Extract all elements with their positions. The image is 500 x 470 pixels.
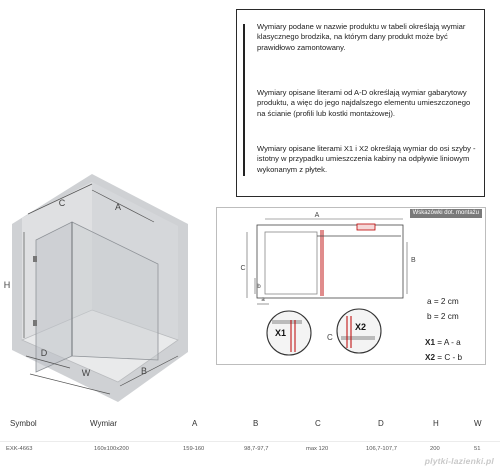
info-paragraph-2: Wymiary opisane literami od A-D określają wymiar gabarytowy produktu, a więc do jego najdalszego elementu umieszczonego na ścianie (profili lub kostki montażowej). <box>257 88 471 118</box>
cell-a: 159-160 <box>183 446 205 452</box>
detail-x1 <box>267 311 311 355</box>
header-w: W <box>474 419 482 428</box>
watermark: plytki-lazienki.pl <box>424 456 494 466</box>
header-d: D <box>378 419 384 428</box>
table-row <box>0 441 500 456</box>
dim-label-c: C <box>58 198 66 208</box>
formula-x2: X2 = C - b <box>425 353 463 362</box>
header-h: H <box>433 419 439 428</box>
dim-label-h: H <box>3 280 11 290</box>
dim-label-d: D <box>40 348 48 358</box>
svg-text:C: C <box>327 333 333 342</box>
detail-x2 <box>327 309 381 353</box>
info-paragraph-1: Wymiary podane w nazwie produktu w tabeli określają wymiar klasycznego brodzika, na którym dany produkt może być prawidłowo zamontowany. <box>257 22 466 52</box>
shower-enclosure-diagram <box>0 160 215 410</box>
header-b: B <box>253 419 259 428</box>
header-c: C <box>315 419 321 428</box>
plan-label-c: C <box>240 265 246 272</box>
cell-symbol: EXK-4663 <box>6 446 33 452</box>
header-wymiar: Wymiar <box>90 419 118 428</box>
mounting-tips-tag: Wskazówki dot. montażu <box>410 209 482 218</box>
svg-text:X1: X1 <box>275 328 287 338</box>
cell-w: 51 <box>474 446 481 452</box>
plan-label-a: A <box>314 212 320 219</box>
dim-label-a: A <box>114 202 122 212</box>
info-box <box>236 9 485 197</box>
cell-d: 106,7-107,7 <box>366 446 397 452</box>
header-a: A <box>192 419 198 428</box>
plan-label-b-small: b <box>257 284 261 290</box>
plan-label-a-small: a <box>261 297 265 303</box>
formula-x1: X1 = A - a <box>425 338 461 347</box>
spec-table-header <box>0 413 500 433</box>
svg-text:X2: X2 <box>355 322 367 332</box>
info-paragraph-3: Wymiary opisane literami X1 i X2 określają wymiar do osi szyby - istotny w przypadku umieszczenia kabiny na odpływie liniowym wykonanym z płytek. <box>257 144 476 174</box>
formula-a: a = 2 cm <box>427 297 459 306</box>
cell-c: max 120 <box>306 446 329 452</box>
wall-bracket-top <box>33 256 37 262</box>
header-symbol: Symbol <box>10 419 37 428</box>
cell-wymiar: 160x100x200 <box>94 446 129 452</box>
info-vertical-rule <box>243 24 245 176</box>
plan-inner-tray <box>265 232 317 294</box>
cell-b: 98,7-97,7 <box>244 446 269 452</box>
dim-label-b: B <box>140 366 148 376</box>
dim-label-w: W <box>81 368 91 378</box>
formula-b: b = 2 cm <box>427 312 459 321</box>
plan-label-b: B <box>411 257 416 264</box>
wall-bracket-bottom <box>33 320 37 326</box>
cell-h: 200 <box>430 446 440 452</box>
